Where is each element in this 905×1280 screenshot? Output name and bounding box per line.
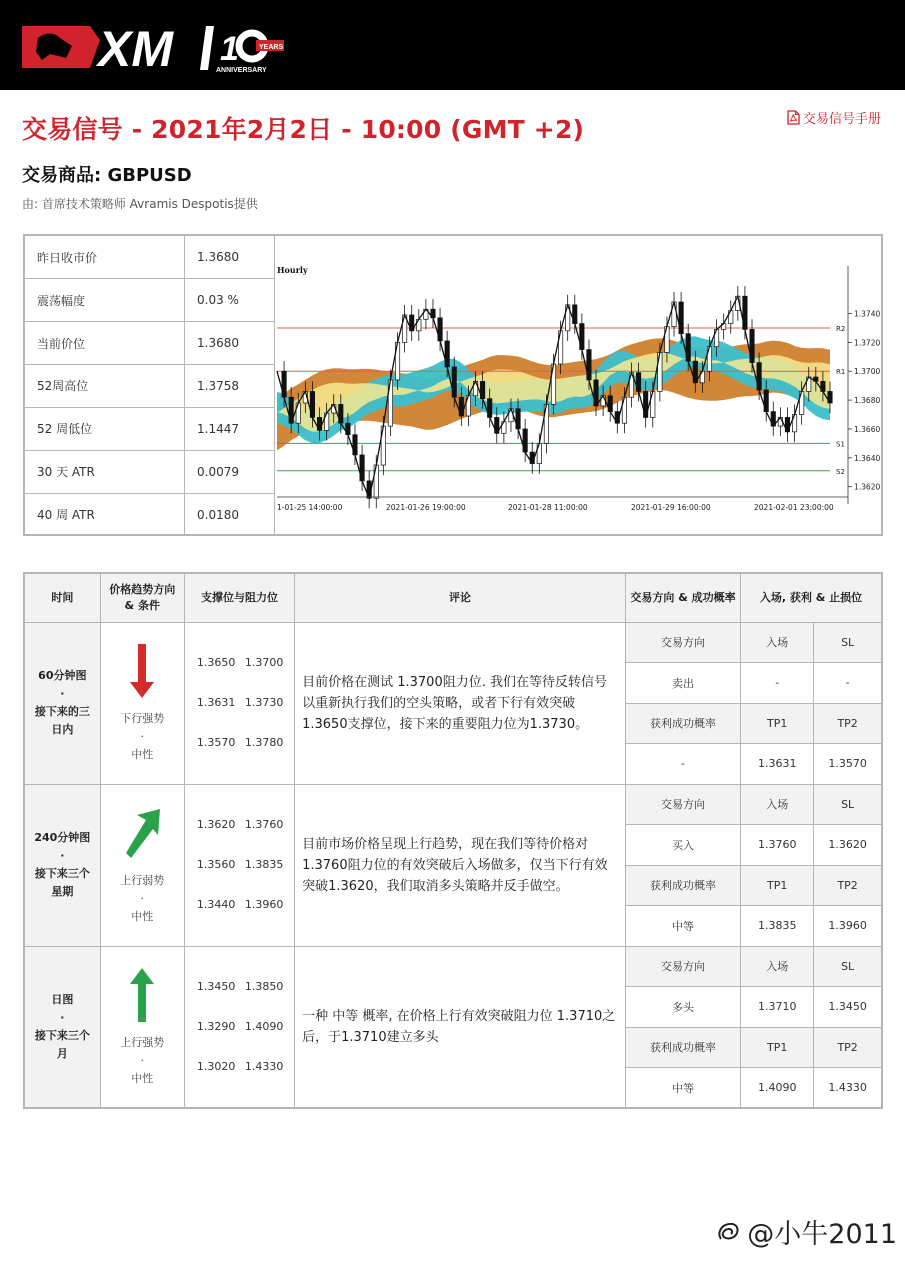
stat-row — [25, 407, 275, 450]
level-pair — [197, 643, 294, 683]
level-pair — [197, 683, 294, 723]
level-pair — [197, 885, 294, 925]
header-timeframe: 时间 — [24, 573, 100, 622]
grid-header-cell: TP2 — [814, 703, 882, 744]
badge-years: YEARS — [259, 44, 284, 51]
arrow-up-right-icon — [122, 804, 162, 862]
support-level: 1.3450 — [196, 979, 236, 993]
stat-row — [25, 322, 275, 365]
levels-cell — [184, 784, 294, 946]
grid-value-cell: 1.3760 — [741, 825, 814, 866]
x-tick-label: 2021-01-26 19:00:00 — [386, 503, 466, 512]
y-tick-label: 1.3620 — [854, 482, 881, 492]
hourly-chart — [275, 236, 881, 534]
support-level: 1.3440 — [196, 898, 236, 911]
grid-header-cell: 获利成功概率 — [625, 1027, 740, 1068]
y-tick-label: 1.3720 — [854, 338, 881, 348]
stat-value: 1.3680 — [185, 322, 275, 365]
stat-label: 40 周 ATR — [25, 493, 185, 536]
level-label-s1: S1 — [836, 440, 845, 449]
grid-header-cell: 获利成功概率 — [625, 703, 740, 744]
header-levels: 支撑位与阻力位 — [184, 573, 294, 622]
watermark-text: @小牛2011 — [747, 1219, 897, 1250]
signal-row — [24, 622, 882, 663]
y-tick-label: 1.3700 — [854, 367, 881, 377]
level-pair — [197, 1007, 294, 1047]
grid-header-cell: 交易方向 — [625, 784, 740, 825]
resistance-level: 1.3700 — [244, 656, 284, 669]
support-level: 1.3650 — [196, 656, 236, 669]
signal-manual-link[interactable] — [787, 108, 881, 127]
hourly-chart-svg — [275, 236, 881, 534]
grid-header-cell: 入场 — [741, 622, 814, 663]
grid-value-cell: 1.3570 — [814, 744, 882, 785]
grid-value-cell: 买入 — [625, 825, 740, 866]
grid-header-cell: TP2 — [814, 1027, 882, 1068]
support-level: 1.3290 — [196, 1019, 236, 1033]
grid-header-cell: TP2 — [814, 865, 882, 906]
grid-header-cell: TP1 — [741, 865, 814, 906]
trend-cell — [100, 946, 184, 1108]
level-pair — [197, 723, 294, 763]
grid-header-cell: 获利成功概率 — [625, 865, 740, 906]
resistance-level: 1.3960 — [244, 898, 284, 911]
level-pair — [197, 967, 294, 1007]
y-tick-label: 1.3740 — [854, 309, 881, 319]
header-comment: 评论 — [295, 573, 626, 622]
resistance-level: 1.3835 — [244, 858, 284, 871]
grid-header-cell: 交易方向 — [625, 622, 740, 663]
trend-label: 上行弱势 · 中性 — [120, 874, 165, 923]
market-overview-panel — [23, 234, 883, 536]
stat-value: 1.3680 — [185, 236, 275, 279]
pdf-document-icon — [787, 110, 800, 125]
support-level: 1.3570 — [196, 736, 236, 749]
stats-table — [25, 236, 275, 536]
resistance-level: 1.3730 — [244, 696, 284, 709]
level-pair — [197, 845, 294, 885]
header-entry: 入场, 获利 & 止损位 — [741, 573, 882, 622]
stat-label: 震荡幅度 — [25, 279, 185, 322]
grid-header-cell: TP1 — [741, 1027, 814, 1068]
grid-header-cell: 入场 — [741, 946, 814, 987]
grid-value-cell: 多头 — [625, 987, 740, 1028]
timeframe-cell: 日图 · 接下来三个 月 — [24, 946, 100, 1108]
timeframe-cell: 60分钟图 · 接下来的三 日内 — [24, 622, 100, 784]
level-pair — [197, 805, 294, 845]
grid-value-cell: 1.3960 — [814, 906, 882, 947]
badge-anniversary: ANNIVERSARY — [216, 67, 267, 74]
stat-label: 52 周低位 — [25, 407, 185, 450]
support-level: 1.3631 — [196, 696, 236, 709]
grid-value-cell: - — [741, 663, 814, 704]
levels-cell — [184, 622, 294, 784]
stat-row — [25, 493, 275, 536]
stat-label: 30 天 ATR — [25, 450, 185, 493]
stat-value: 0.0079 — [185, 450, 275, 493]
resistance-level: 1.3780 — [244, 736, 284, 749]
grid-value-cell: 1.4330 — [814, 1068, 882, 1109]
y-tick-label: 1.3680 — [854, 396, 881, 406]
grid-value-cell: 卖出 — [625, 663, 740, 704]
resistance-level: 1.3850 — [244, 979, 284, 993]
stat-label: 当前价位 — [25, 322, 185, 365]
brand-name: XM — [98, 21, 173, 76]
grid-value-cell: 1.3835 — [741, 906, 814, 947]
header-direction: 交易方向 & 成功概率 — [625, 573, 740, 622]
stat-value: 1.3758 — [185, 365, 275, 408]
header-bar — [0, 0, 905, 90]
grid-header-cell: SL — [814, 622, 882, 663]
support-level: 1.3560 — [196, 858, 236, 871]
grid-header-cell: 入场 — [741, 784, 814, 825]
y-tick-label: 1.3640 — [854, 453, 881, 463]
timeframe-cell: 240分钟图 · 接下来三个 星期 — [24, 784, 100, 946]
svg-text:1: 1 — [220, 30, 239, 68]
grid-value-cell: - — [625, 744, 740, 785]
grid-header-cell: TP1 — [741, 703, 814, 744]
grid-value-cell: 1.4090 — [741, 1068, 814, 1109]
trend-cell — [100, 622, 184, 784]
stat-value: 1.1447 — [185, 407, 275, 450]
grid-value-cell: 1.3450 — [814, 987, 882, 1028]
level-label-r1: R1 — [836, 368, 846, 377]
author-byline: 由: 首席技术策略师 Avramis Despotis提供 — [22, 197, 258, 211]
level-label-s2: S2 — [836, 467, 845, 476]
stat-row — [25, 279, 275, 322]
resistance-level: 1.4090 — [244, 1019, 284, 1033]
stat-row — [25, 365, 275, 408]
watermark — [715, 1212, 897, 1251]
trend-cell — [100, 784, 184, 946]
grid-value-cell: 1.3620 — [814, 825, 882, 866]
grid-header-cell: SL — [814, 946, 882, 987]
page-title: 交易信号 - 2021年2月2日 - 10:00 (GMT +2) — [22, 115, 585, 144]
grid-value-cell: 中等 — [625, 1068, 740, 1109]
stat-row — [25, 236, 275, 279]
signal-manual-label: 交易信号手册 — [802, 112, 881, 127]
level-pair — [197, 1047, 294, 1087]
arrow-down-icon — [122, 642, 162, 700]
stat-value: 0.03 % — [185, 279, 275, 322]
x-tick-label: 1-01-25 14:00:00 — [277, 503, 343, 512]
level-label-r2: R2 — [836, 324, 846, 333]
grid-header-cell: 交易方向 — [625, 946, 740, 987]
instrument-title: 交易商品: GBPUSD — [22, 165, 192, 186]
stat-value: 0.0180 — [185, 493, 275, 536]
x-tick-label: 2021-02-01 23:00:00 — [754, 503, 834, 512]
chart-title: Hourly — [277, 265, 308, 275]
grid-value-cell: 1.3710 — [741, 987, 814, 1028]
weibo-swirl-icon — [715, 1217, 745, 1247]
signal-row — [24, 946, 882, 987]
support-level: 1.3020 — [196, 1059, 236, 1073]
arrow-up-icon — [122, 966, 162, 1024]
trend-label: 上行强势 · 中性 — [120, 1035, 165, 1085]
signal-row — [24, 784, 882, 825]
grid-value-cell: 中等 — [625, 906, 740, 947]
support-level: 1.3620 — [196, 818, 236, 831]
trend-label: 下行强势 · 中性 — [120, 712, 165, 761]
stat-label: 昨日收市价 — [25, 236, 185, 279]
signals-table — [23, 572, 883, 1109]
stat-label: 52周高位 — [25, 365, 185, 408]
grid-value-cell: - — [814, 663, 882, 704]
x-tick-label: 2021-01-29 16:00:00 — [631, 503, 711, 512]
grid-header-cell: SL — [814, 784, 882, 825]
grid-value-cell: 1.3631 — [741, 744, 814, 785]
comment-cell: 一种 中等 概率, 在价格上行有效突破阻力位 1.3710之后，于1.3710建立多头 — [295, 946, 626, 1108]
x-tick-label: 2021-01-28 11:00:00 — [508, 503, 588, 512]
levels-cell — [184, 946, 294, 1108]
stat-row — [25, 450, 275, 493]
xm-logo[interactable] — [20, 18, 290, 76]
y-tick-label: 1.3660 — [854, 424, 881, 434]
header-trend: 价格趋势方向 & 条件 — [100, 573, 184, 622]
resistance-level: 1.3760 — [244, 818, 284, 831]
resistance-level: 1.4330 — [244, 1059, 284, 1073]
comment-cell: 目前价格在测试 1.3700阻力位. 我们在等待反转信号以重新执行我们的空头策略，或者下行有效突破1.3650支撑位，接下来的重要阻力位为1.3730。 — [295, 622, 626, 784]
signals-header-row — [24, 573, 882, 622]
comment-cell: 目前市场价格呈现上行趋势，现在我们等待价格对1.3760阻力位的有效突破后入场做多，仅当下行有效突破1.3620，我们取消多头策略并反手做空。 — [295, 784, 626, 946]
